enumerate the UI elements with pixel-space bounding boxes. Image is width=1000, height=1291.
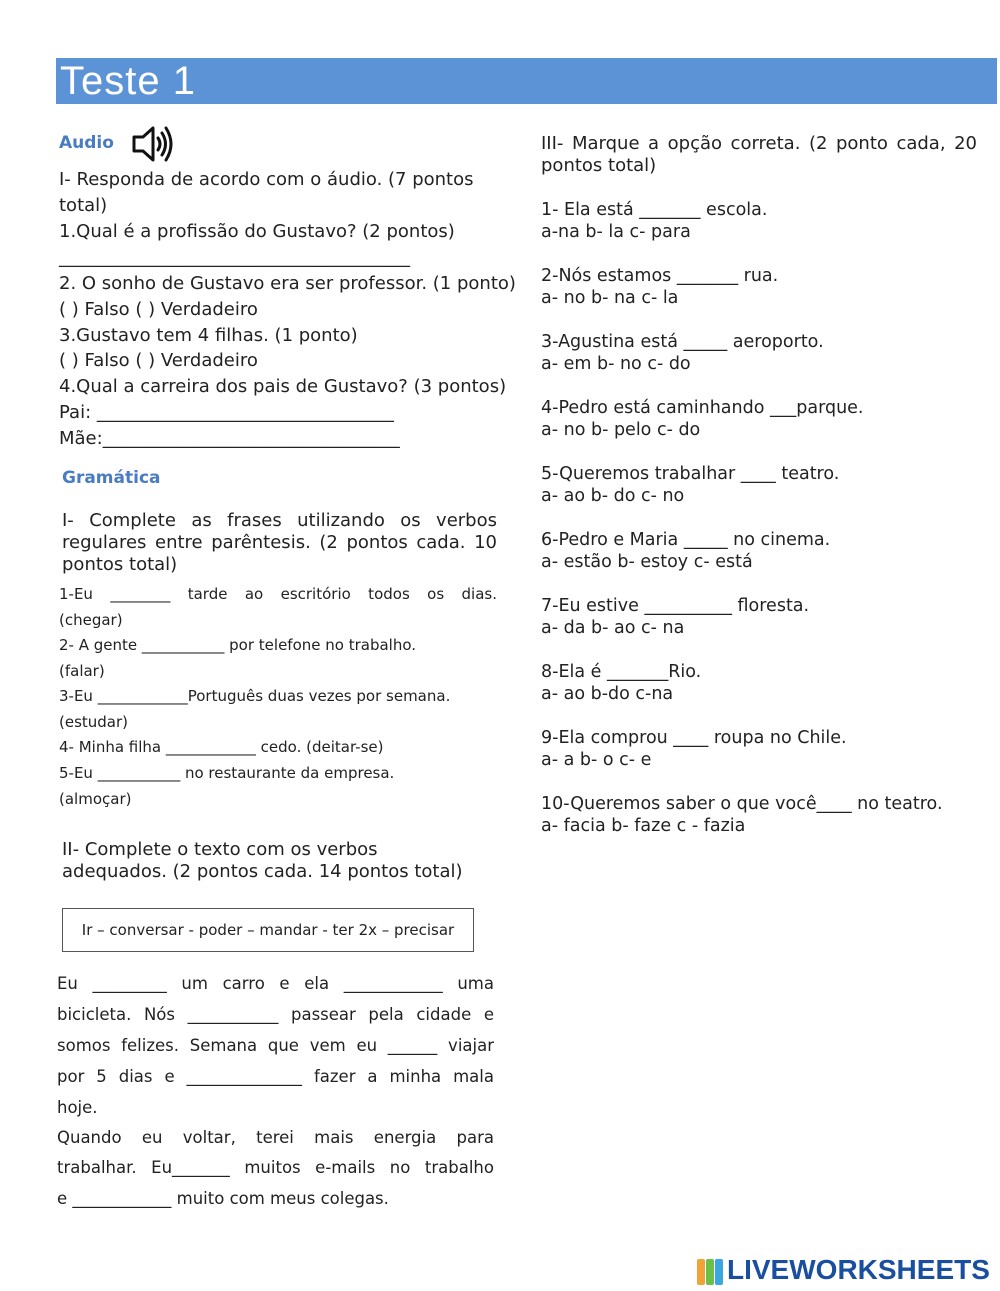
grammar-item-1-verb: (chegar) <box>59 611 123 629</box>
answer-line-profession[interactable]: _______________________________________ <box>59 247 410 268</box>
word-bank-text: Ir – conversar - poder – mandar - ter 2x – precisar <box>81 921 455 939</box>
question-2-options[interactable]: a- no b- na c- la <box>541 288 679 308</box>
s2-text-line-3[interactable]: somos felizes. Semana que vem eu ______ viajar <box>57 1036 494 1055</box>
s2-text-line-1[interactable]: Eu _________ um carro e ela ____________ uma <box>57 974 494 993</box>
liveworksheets-logo <box>697 1253 723 1287</box>
grammar-instruction-2: regulares entre parêntesis. (2 pontos cada. 10 <box>62 532 497 553</box>
grammar-heading: Gramática <box>62 468 161 488</box>
grammar-item-5-verb: (almoçar) <box>59 790 132 808</box>
question-8[interactable]: 8-Ela é _______Rio. <box>541 662 702 682</box>
s2-text-line-2[interactable]: bicicleta. Nós ___________ passear pela cidade e <box>57 1005 494 1024</box>
grammar-item-1[interactable]: 1-Eu ________ tarde ao escritório todos os dias. <box>59 585 497 603</box>
true-false-q2[interactable]: ( ) Falso ( ) Verdadeiro <box>59 299 258 320</box>
question-6-options[interactable]: a- estão b- estoy c- está <box>541 552 753 572</box>
liveworksheets-brand: LIVEWORKSHEETS <box>727 1254 990 1285</box>
grammar-item-2[interactable]: 2- A gente ___________ por telefone no trabalho. <box>59 636 417 654</box>
question-5[interactable]: 5-Queremos trabalhar ____ teatro. <box>541 464 840 484</box>
question-5-options[interactable]: a- ao b- do c- no <box>541 486 685 506</box>
grammar-item-4[interactable]: 4- Minha filha ____________ cedo. (deitar-se) <box>59 738 384 756</box>
question-3-options[interactable]: a- em b- no c- do <box>541 354 691 374</box>
grammar-item-3-verb: (estudar) <box>59 713 129 731</box>
question-3[interactable]: 3-Agustina está _____ aeroporto. <box>541 332 824 352</box>
s1-line-7: 3.Gustavo tem 4 filhas. (1 ponto) <box>59 325 358 346</box>
s1-line-3: 1.Qual é a profissão do Gustavo? (2 pontos) <box>59 221 455 242</box>
question-8-options[interactable]: a- ao b-do c-na <box>541 684 674 704</box>
question-1-options[interactable]: a-na b- la c- para <box>541 222 691 242</box>
s2-text-line-8[interactable]: e ____________ muito com meus colegas. <box>57 1189 389 1208</box>
page-title: Teste 1 <box>60 59 196 103</box>
answer-line-pai[interactable]: Pai: _________________________________ <box>59 402 394 423</box>
s2-text-line-5: hoje. <box>57 1098 98 1117</box>
speaker-icon[interactable] <box>131 124 175 164</box>
s2-instruction-1: II- Complete o texto com os verbos <box>62 839 378 860</box>
grammar-item-2-verb: (falar) <box>59 662 105 680</box>
s2-text-line-4[interactable]: por 5 dias e ______________ fazer a minha mala <box>57 1067 494 1086</box>
answer-line-mae[interactable]: Mãe:_________________________________ <box>59 428 400 449</box>
question-10-options[interactable]: a- facia b- faze c - fazia <box>541 816 746 836</box>
s2-text-line-6: Quando eu voltar, terei mais energia para <box>57 1128 494 1147</box>
s2-instruction-2: adequados. (2 pontos cada. 14 pontos total) <box>62 861 463 882</box>
question-7[interactable]: 7-Eu estive __________ floresta. <box>541 596 810 616</box>
grammar-instruction-1: I- Complete as frases utilizando os verbos <box>62 510 497 531</box>
s1-line-9: 4.Qual a carreira dos pais de Gustavo? (3 pontos) <box>59 376 507 397</box>
word-bank-box <box>62 908 474 952</box>
question-2[interactable]: 2-Nós estamos _______ rua. <box>541 266 779 286</box>
question-6[interactable]: 6-Pedro e Maria _____ no cinema. <box>541 530 831 550</box>
audio-heading: Audio <box>59 133 114 153</box>
question-1[interactable]: 1- Ela está _______ escola. <box>541 200 768 220</box>
question-9[interactable]: 9-Ela comprou ____ roupa no Chile. <box>541 728 847 748</box>
s1-line-2: total) <box>59 195 108 216</box>
grammar-item-3[interactable]: 3-Eu ____________Português duas vezes por semana. <box>59 687 451 705</box>
s1-line-5: 2. O sonho de Gustavo era ser professor. (1 ponto) <box>59 273 516 294</box>
true-false-q3[interactable]: ( ) Falso ( ) Verdadeiro <box>59 350 258 371</box>
question-7-options[interactable]: a- da b- ao c- na <box>541 618 685 638</box>
s2-text-line-7[interactable]: trabalhar. Eu_______ muitos e-mails no trabalho <box>57 1158 494 1177</box>
question-4[interactable]: 4-Pedro está caminhando ___parque. <box>541 398 864 418</box>
s1-line-1: I- Responda de acordo com o áudio. (7 pontos <box>59 169 474 190</box>
s3-instruction-2: pontos total) <box>541 155 657 176</box>
s3-instruction-1: III- Marque a opção correta. (2 ponto cada, 20 <box>541 133 977 154</box>
title-bar <box>56 58 997 104</box>
question-9-options[interactable]: a- a b- o c- e <box>541 750 652 770</box>
question-4-options[interactable]: a- no b- pelo c- do <box>541 420 701 440</box>
grammar-item-5[interactable]: 5-Eu ___________ no restaurante da empresa. <box>59 764 395 782</box>
question-10[interactable]: 10-Queremos saber o que você____ no teatro. <box>541 794 943 814</box>
grammar-instruction-3: pontos total) <box>62 554 178 575</box>
